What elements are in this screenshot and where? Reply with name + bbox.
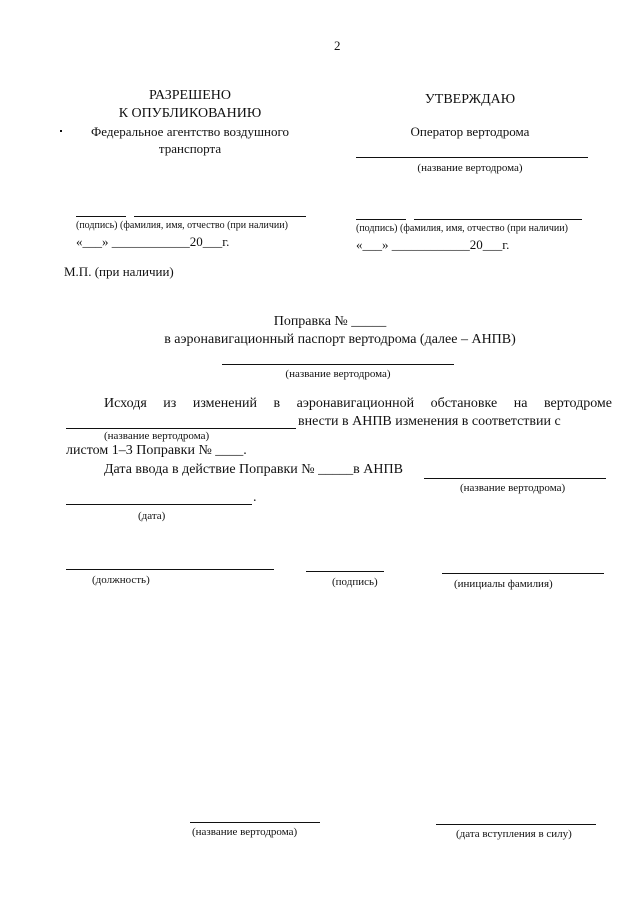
left-signature-line: [76, 216, 126, 217]
body-para2-text: Дата ввода в действие Поправки № _____в АНПВ: [104, 462, 403, 477]
left-fullname-line: [134, 216, 306, 217]
permission-heading-line1: РАЗРЕШЕНО: [148, 88, 231, 103]
body-heliport-line: [66, 428, 296, 429]
footer-effective-date-caption: (дата вступления в силу): [456, 828, 572, 840]
amendment-heliport-line: [222, 364, 454, 365]
agency-name-line2: транспорта: [158, 141, 222, 156]
footer-heliport-line: [190, 822, 320, 823]
permission-heading-line2: К ОПУБЛИКОВАНИЮ: [118, 106, 262, 121]
body-para1-line1: Исходя из изменений в аэронавигационной обстановке на вертодроме: [104, 396, 612, 411]
position-line: [66, 569, 274, 570]
footer-heliport-caption: (название вертодрома): [192, 826, 298, 838]
heliport-operator-label: Оператор вертодрома: [410, 124, 530, 139]
footer-effective-date-line: [436, 824, 596, 825]
signature-line: [306, 571, 384, 572]
right-date: «___» ____________20___г.: [356, 237, 510, 252]
amendment-subtitle: в аэронавигационный паспорт вертодрома (далее – АНПВ): [164, 332, 516, 347]
right-signature-line: [356, 219, 406, 220]
signature-caption: (подпись): [332, 576, 378, 588]
initials-caption: (инициалы фамилия): [454, 578, 553, 590]
page-number: 2: [334, 38, 341, 53]
effective-heliport-caption: (название вертодрома): [460, 482, 566, 494]
right-signature-caption: (подпись) (фамилия, имя, отчество (при наличии): [356, 223, 568, 234]
margin-dot: [60, 130, 62, 132]
body-heliport-caption: (название вертодрома): [104, 430, 210, 442]
right-fullname-line: [414, 219, 582, 220]
approve-heading: УТВЕРЖДАЮ: [424, 92, 516, 107]
agency-name-line1: Федеральное агентство воздушного: [91, 124, 289, 139]
body-para1-line3: листом 1–3 Поправки № ____.: [66, 443, 247, 458]
heliport-name-caption: (название вертодрома): [417, 162, 523, 174]
position-caption: (должность): [92, 574, 150, 586]
date-caption: (дата): [138, 510, 166, 522]
date-line-dot: .: [253, 490, 257, 505]
seal-label: М.П. (при наличии): [64, 264, 174, 279]
amendment-heliport-caption: (название вертодрома): [285, 368, 391, 380]
date-line: [66, 504, 252, 505]
left-signature-caption: (подпись) (фамилия, имя, отчество (при наличии): [76, 220, 288, 231]
heliport-name-line: [356, 157, 588, 158]
body-para1-line2: внести в АНПВ изменения в соответствии с: [298, 414, 561, 429]
amendment-title: Поправка № _____: [273, 314, 387, 329]
left-date: «___» ____________20___г.: [76, 234, 230, 249]
effective-heliport-line: [424, 478, 606, 479]
initials-line: [442, 573, 604, 574]
